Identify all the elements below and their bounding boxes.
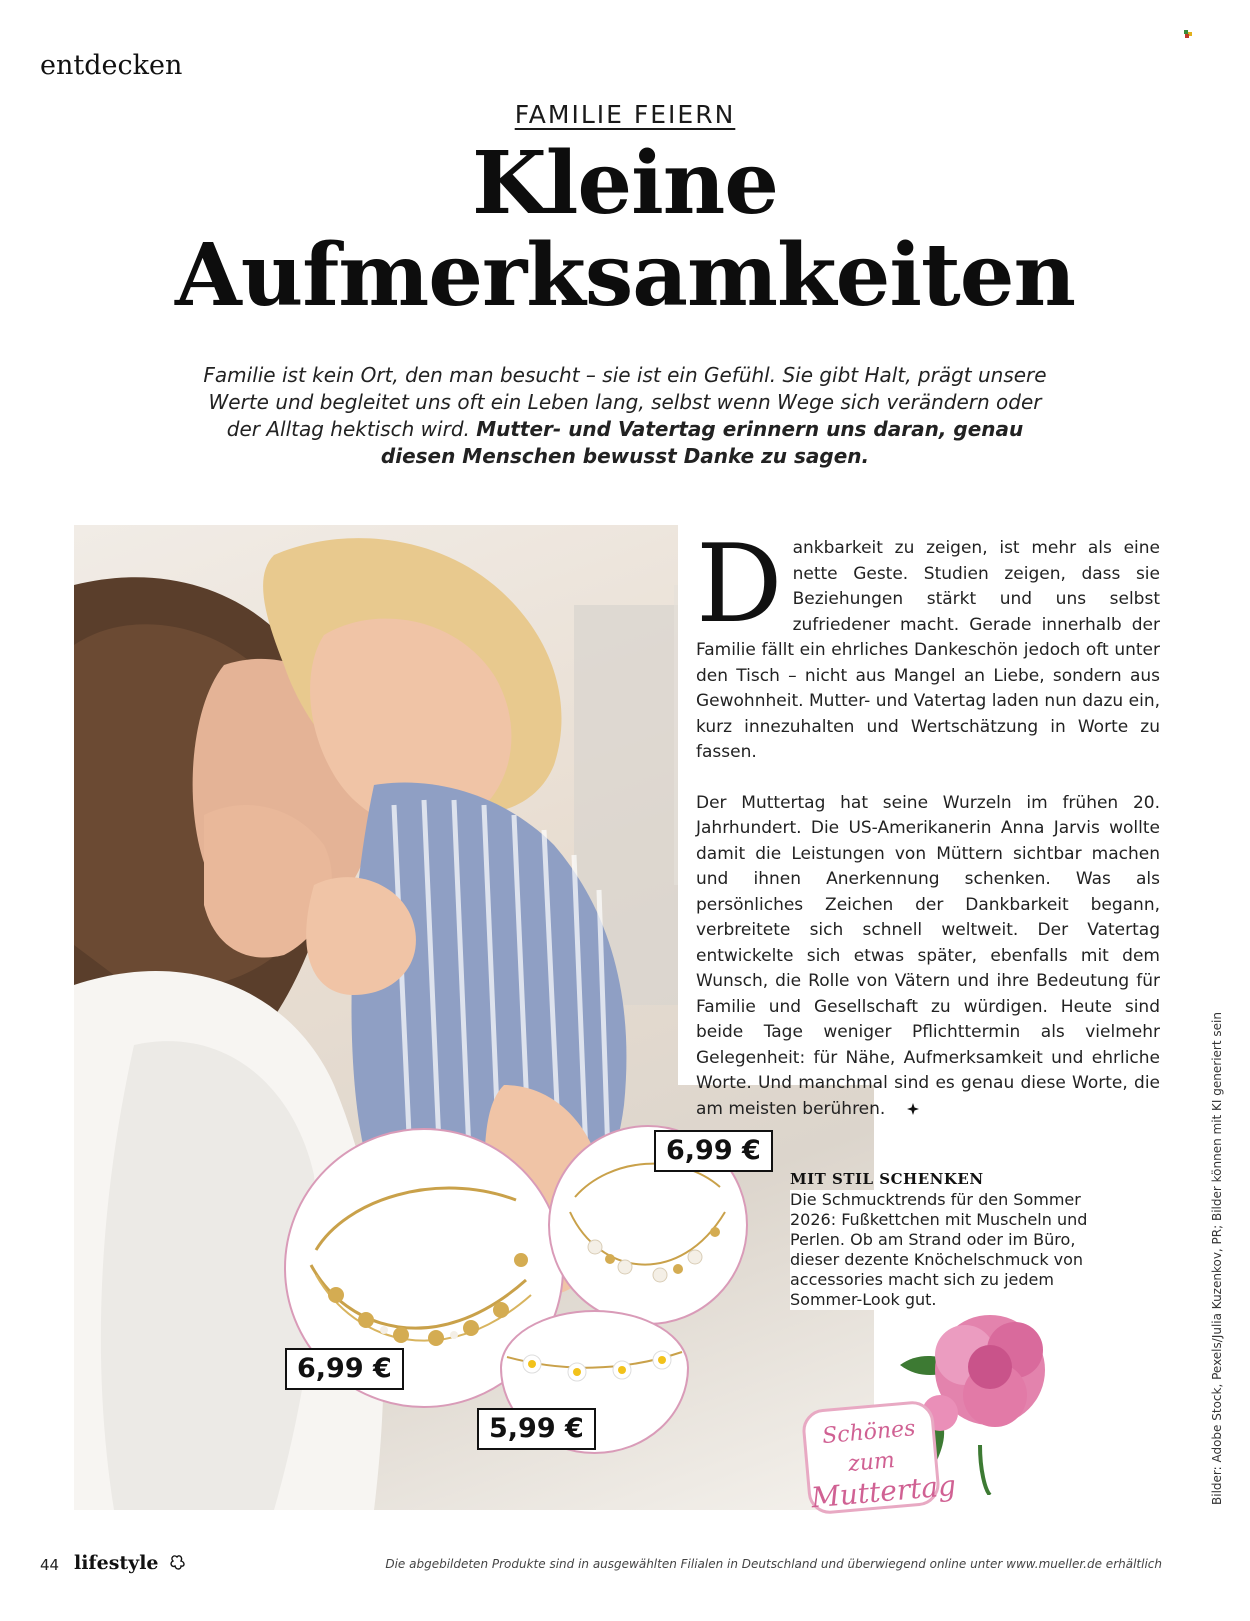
kicker-text: FAMILIE FEIERN [514,100,736,129]
article-paragraph-1-text: ankbarkeit zu zeigen, ist mehr als eine nette Geste. Studien zeigen, dass sie Beziehungen stärkt und uns selbst zufriedener macht. Gerade innerhalb der Familie fällt ein ehrliches Dankeschön jedoch oft unter den Tisch – nicht aus Mangel an Liebe, sondern aus Gewohnheit. Mutter- und Vatertag laden nun dazu ein, kurz innezuhalten und Wertschätzung in Worte zu fassen. [696,538,1160,762]
brand-logo [74,1552,185,1574]
drop-cap: D [696,522,783,647]
kicker [0,100,1250,129]
price-tag-bracelet: 6,99 € [285,1348,404,1390]
headline [0,133,1250,326]
section-label: entdecken [40,50,183,81]
price-tag-daisy: 5,99 € [477,1408,596,1450]
corner-mark-icon [1184,30,1194,38]
brand-name: lifestyle [74,1552,159,1574]
sticker-line-2: Muttertag [809,1468,958,1515]
promo-text: Die Schmucktrends für den Sommer 2026: Fußkettchen mit Muscheln und Perlen. Ob am Strand oder im Büro, dieser dezente Knöchelschmuck von accessories macht sich zu jedem Sommer-Look gut. [790,1190,1090,1310]
intro [200,362,1050,470]
price-tag-anklet: 6,99 € [654,1130,773,1172]
muttertag-sticker [801,1399,958,1515]
promo-title: MIT STIL SCHENKEN [790,1170,984,1188]
article-body [696,522,1160,1147]
photo-credit: Bilder: Adobe Stock, Pexels/Julia Kuzenkov, PR; Bilder können mit KI generiert sein [1210,1012,1224,1505]
sticker-line-1: Schönes zum [821,1416,917,1477]
page-number: 44 [40,1556,60,1574]
headline-line-2: Aufmerksamkeiten [175,225,1075,326]
article-paragraph-2-text: Der Muttertag hat seine Wurzeln im frühen 20. Jahrhundert. Die US-Amerikanerin Anna Jarvis wollte damit die Leistungen von Müttern sichtbar machen und ihnen Anerkennung schenken. Was als persönliches Zeichen der Dankbarkeit begann, verbreitete sich schnell weltweit. Der Vatertag entwickelte sich etwas später, ebenfalls mit dem Wunsch, die Rolle von Vätern und ihre Bedeutung für Familie und Gesellschaft zu würdigen. Heute sind beide Tage weniger Pflichttermin als vielmehr Gelegenheit: für Nähe, Aufmerksamkeit und ehrliche Worte. Und manchmal sind es genau diese Worte, die am meisten berühren. [696,792,1160,1119]
headline-line-1: Kleine [471,133,779,234]
intro-bold: Mutter- und Vatertag erinnern uns daran, genau diesen Menschen bewusst Danke zu sagen. [380,417,1024,468]
end-mark-icon [907,1103,919,1115]
article-paragraph-2 [696,791,1160,1123]
article-paragraph-1 [696,522,1160,766]
intro-regular: Familie ist kein Ort, den man besucht – sie ist ein Gefühl. Sie gibt Halt, prägt unsere Werte und begleitet uns oft ein Leben lang, selbst wenn Wege sich verändern oder der Alltag hektisch wird. [203,363,1047,441]
clover-icon [169,1555,185,1571]
footer-note: Die abgebildeten Produkte sind in ausgewählten Filialen in Deutschland und überwiegend online unter www.mueller.de erhältlich [385,1557,1162,1571]
